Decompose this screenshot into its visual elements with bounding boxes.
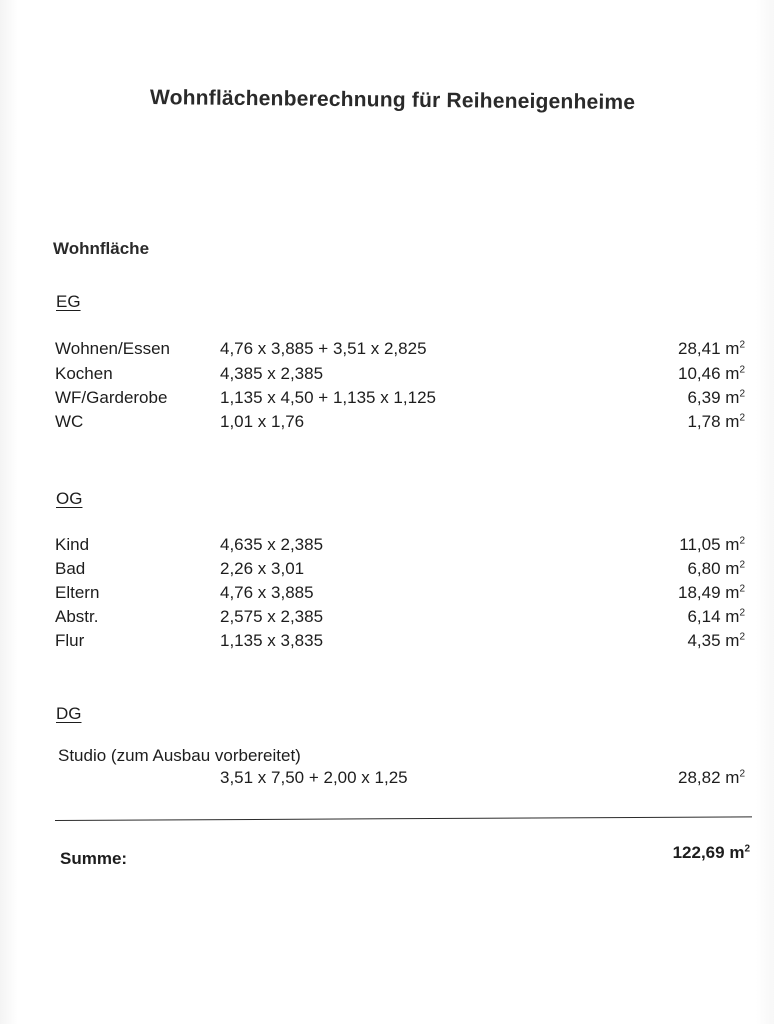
area-formula: 4,76 x 3,885 [220, 583, 314, 602]
area-value: 28,41 $m^2$ [677, 339, 745, 358]
table-row [55, 746, 745, 770]
room-name: WC [55, 412, 84, 431]
living-area-heading: Wohnfläche [53, 239, 150, 258]
room-name: Kochen [55, 364, 113, 383]
sum-value: 122,69 $m^2$ [672, 843, 750, 862]
area-value: 10,46 $m^2$ [677, 364, 745, 383]
table-row [55, 607, 745, 631]
room-name: Kind [55, 535, 90, 554]
table-row [55, 768, 745, 792]
area-formula: 3,51 x 7,50 + 2,00 x 1,25 [220, 768, 408, 787]
table-row [55, 583, 745, 607]
area-value: 6,39 $m^2$ [687, 388, 745, 407]
room-name: Flur [55, 631, 85, 650]
area-formula: 1,135 x 3,835 [220, 631, 324, 650]
section-title-og: OG [56, 489, 83, 508]
area-value: 6,80 $m^2$ [687, 559, 745, 578]
area-formula: 2,26 x 3,01 [220, 559, 305, 578]
table-row [55, 559, 745, 583]
area-formula: 4,76 x 3,885 + 3,51 x 2,825 [220, 339, 427, 358]
area-value: 11,05 $m^2$ [679, 535, 745, 554]
table-row [55, 388, 745, 412]
room-name: Bad [55, 559, 86, 578]
area-formula: 1,01 x 1,76 [220, 412, 305, 431]
section-title-dg: DG [56, 704, 82, 723]
area-formula: 1,135 x 4,50 + 1,135 x 1,125 [220, 388, 436, 407]
room-name: Wohnen/Essen [55, 339, 170, 358]
room-name: WF/Garderobe [55, 388, 168, 407]
room-name: Studio (zum Ausbau vorbereitet) [58, 746, 301, 765]
room-name: Eltern [55, 583, 100, 602]
sum-label: Summe: [60, 849, 128, 868]
section-title-eg: EG [56, 292, 81, 311]
table-row [55, 631, 745, 655]
area-value: 6,14 $m^2$ [687, 607, 745, 626]
table-row [55, 364, 745, 388]
table-row [55, 412, 745, 436]
area-value: 18,49 $m^2$ [677, 583, 745, 602]
document-title: Wohnflächenberechnung für Reiheneigenheime [149, 86, 636, 115]
table-row [55, 535, 745, 559]
room-name: Abstr. [55, 607, 99, 626]
area-value: 28,82 $m^2$ [677, 768, 745, 787]
table-row [55, 339, 745, 363]
sum-divider-line [55, 816, 752, 821]
area-formula: 2,575 x 2,385 [220, 607, 324, 626]
area-value: 4,35 $m^2$ [687, 631, 745, 650]
area-formula: 4,385 x 2,385 [220, 364, 324, 383]
area-formula: 4,635 x 2,385 [220, 535, 324, 554]
area-value: 1,78 $m^2$ [687, 412, 745, 431]
